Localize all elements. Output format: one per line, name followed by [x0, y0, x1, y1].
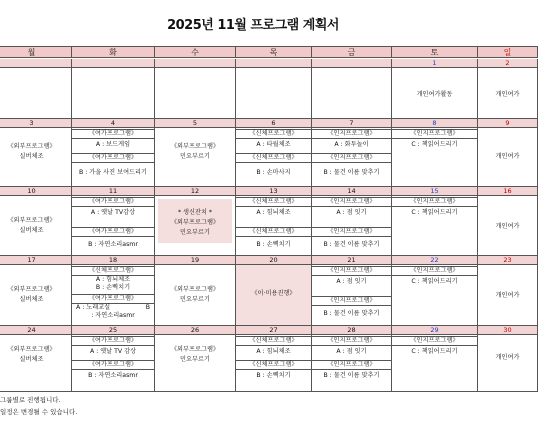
program-line: 《신체프로그램》 — [236, 129, 311, 139]
program-line: 《인지프로그램》 — [312, 336, 391, 346]
program-line: 민요부르기 — [180, 229, 210, 236]
program-line: 민요부르기 — [180, 296, 210, 303]
program-line: 《인지프로그램》 — [392, 197, 477, 207]
program-line: B : 물건 이름 맞추기 — [323, 169, 380, 176]
date-number: 28 — [312, 326, 391, 335]
day-cell — [72, 119, 155, 187]
day-cell — [478, 119, 538, 187]
program-line: 《인지프로그램》 — [312, 296, 391, 306]
program-line: B : 손뼉치기 — [256, 241, 291, 248]
program-line: 개인여가 — [495, 91, 520, 98]
day-cell — [0, 59, 72, 119]
date-number: 8 — [392, 119, 477, 128]
program-line: 《여가프로그램》 — [72, 360, 154, 370]
day-cell — [236, 256, 312, 326]
date-number: 12 — [155, 187, 235, 196]
program-line: 《신체프로그램》 — [236, 336, 311, 346]
program-line: 《신체프로그램》 — [236, 360, 311, 370]
day-cell — [72, 326, 155, 392]
date-number: 11 — [72, 187, 154, 196]
program-line: B : 손뼉치기 — [256, 372, 291, 379]
program-line: 민요부르기 — [180, 153, 210, 160]
program-line: 개인여가 — [495, 223, 520, 230]
program-line: B : 물건 이름 맞추기 — [323, 310, 380, 317]
program-line: C : 책읽어드리기 — [411, 278, 458, 285]
program-line: A : 타월체조 — [256, 141, 291, 148]
date-number: 29 — [392, 326, 477, 335]
weekday-header: 일 — [478, 46, 538, 58]
date-number: 23 — [478, 256, 537, 265]
program-line: 《인지프로그램》 — [312, 266, 391, 276]
date-number: 10 — [0, 187, 71, 196]
program-line: 실버체조 — [19, 227, 44, 234]
program-line: 《여가프로그램》 — [72, 294, 154, 304]
program-line: A : 화투놀이 — [334, 141, 369, 148]
program-line: : 자연소리asmr — [91, 312, 135, 319]
day-cell — [392, 326, 478, 392]
date-number: 22 — [392, 256, 477, 265]
day-cell — [312, 187, 392, 256]
program-line: C : 책읽어드리기 — [411, 209, 458, 216]
program-line: 《인지프로그램》 — [312, 153, 391, 163]
program-line: 실버체조 — [19, 296, 44, 303]
program-line: B : 손뼉치기 — [95, 284, 131, 291]
day-cell — [312, 256, 392, 326]
day-cell — [478, 59, 538, 119]
program-line: 《인지프로그램》 — [392, 129, 477, 139]
day-cell — [155, 326, 236, 392]
date-number: 26 — [155, 326, 235, 335]
day-cell — [155, 119, 236, 187]
program-line: B : 자연소리asmr — [88, 241, 138, 248]
date-number: 18 — [72, 256, 154, 265]
date-number — [312, 59, 391, 68]
day-cell — [0, 326, 72, 392]
date-number: 7 — [312, 119, 391, 128]
date-number: 6 — [236, 119, 311, 128]
date-number: 4 — [72, 119, 154, 128]
day-cell — [312, 119, 392, 187]
program-line: B — [145, 304, 150, 311]
date-number: 20 — [236, 256, 311, 265]
day-cell — [478, 326, 538, 392]
date-number: 30 — [478, 326, 537, 335]
program-line: 《인지프로그램》 — [312, 197, 391, 207]
day-cell — [0, 187, 72, 256]
program-line: A : 점 잇기 — [336, 278, 367, 285]
program-line: 《신체프로그램》 — [236, 227, 311, 237]
program-line: 《인지프로그램》 — [312, 360, 391, 370]
date-number: 3 — [0, 119, 71, 128]
weekday-header: 토 — [392, 46, 478, 58]
date-number: 14 — [312, 187, 391, 196]
program-line: 《여가프로그램》 — [72, 227, 154, 237]
program-line: A : 옛날 TV 감상 — [89, 348, 137, 355]
day-cell — [236, 326, 312, 392]
day-cell — [72, 256, 155, 326]
program-line: 《외부프로그램》 — [7, 217, 56, 224]
program-line: B : 가을 사진 보여드리기 — [79, 169, 147, 176]
program-line: 《인지프로그램》 — [312, 129, 391, 139]
program-line: B : 자연소리asmr — [88, 372, 138, 379]
program-line: 《신체프로그램》 — [236, 153, 311, 163]
program-line: 《외부프로그램》 — [170, 219, 220, 226]
program-line: A : 힘뇌체조 — [256, 209, 291, 216]
program-line: 《여가프로그램》 — [72, 129, 154, 139]
date-number: 24 — [0, 326, 71, 335]
program-line: B : 물건 이름 맞추기 — [323, 241, 380, 248]
day-cell — [236, 59, 312, 119]
program-line: A : 힘뇌체조 — [95, 276, 131, 283]
date-number: 15 — [392, 187, 477, 196]
program-line: 《여가프로그램》 — [72, 197, 154, 207]
program-line: * 생신잔치 * — [177, 209, 213, 216]
program-line: 개인여가 — [495, 292, 520, 299]
program-line: C : 책읽어드리기 — [411, 348, 458, 355]
program-line: 《여가프로그램》 — [72, 336, 154, 346]
program-line: 《외부프로그램》 — [170, 143, 220, 150]
program-line: 《외부프로그램》 — [7, 143, 56, 150]
day-cell — [236, 187, 312, 256]
day-cell — [312, 326, 392, 392]
date-number: 27 — [236, 326, 311, 335]
program-line: 개인여가활동 — [416, 91, 453, 98]
day-cell — [478, 187, 538, 256]
day-cell — [155, 256, 236, 326]
program-line: 민요부르기 — [180, 356, 210, 363]
date-number: 5 — [155, 119, 235, 128]
weekday-header: 화 — [72, 46, 155, 58]
page-title: 2025년 11월 프로그램 계획서 — [167, 18, 339, 33]
date-number: 21 — [312, 256, 391, 265]
weekday-header: 목 — [236, 46, 312, 58]
day-cell — [236, 119, 312, 187]
day-cell — [392, 59, 478, 119]
date-number: 2 — [478, 59, 537, 68]
day-cell — [392, 119, 478, 187]
day-cell — [392, 256, 478, 326]
day-cell — [0, 256, 72, 326]
program-line: A : 힘뇌체조 — [256, 348, 291, 355]
date-number — [236, 59, 311, 68]
program-line: A : 점 잇기 — [336, 209, 367, 216]
date-number: 25 — [72, 326, 154, 335]
date-number — [155, 59, 235, 68]
day-cell — [392, 187, 478, 256]
day-cell — [72, 59, 155, 119]
date-number: 17 — [0, 256, 71, 265]
program-line: 《인지프로그램》 — [312, 227, 391, 237]
program-line: B : 물건 이름 맞추기 — [323, 372, 380, 379]
program-line: 개인여가 — [495, 354, 520, 361]
footer-note: 그룹별로 진행됩니다. — [0, 396, 61, 404]
program-line: 실버체조 — [19, 153, 44, 160]
program-line: 실버체조 — [19, 356, 44, 363]
day-cell — [312, 59, 392, 119]
program-line: A : 노래교실 — [76, 304, 111, 311]
day-cell — [155, 187, 236, 256]
date-number: 1 — [392, 59, 477, 68]
weekday-header: 월 — [0, 46, 72, 58]
date-number — [0, 59, 71, 68]
program-line: 개인여가 — [495, 153, 520, 160]
date-number — [72, 59, 154, 68]
footer-note: 일정은 변경될 수 있습니다. — [0, 408, 78, 416]
program-line: 《신체프로그램》 — [236, 197, 311, 207]
date-number: 9 — [478, 119, 537, 128]
program-line: C : 책읽어드리기 — [411, 141, 458, 148]
program-line: 《외부프로그램》 — [170, 346, 220, 353]
program-line: 《신체프로그램》 — [72, 266, 154, 276]
program-line: 《인지프로그램》 — [392, 336, 477, 346]
program-line: 《인지프로그램》 — [392, 266, 477, 276]
program-line: A : 점 잇기 — [336, 348, 367, 355]
program-line: A : 옛날 TV감상 — [90, 209, 136, 216]
weekday-header: 금 — [312, 46, 392, 58]
day-cell — [72, 187, 155, 256]
date-number: 19 — [155, 256, 235, 265]
day-cell — [478, 256, 538, 326]
program-line: 《외부프로그램》 — [7, 286, 56, 293]
date-number: 16 — [478, 187, 537, 196]
weekday-header: 수 — [155, 46, 236, 58]
program-line: 《여가프로그램》 — [72, 153, 154, 163]
program-line: 《외부프로그램》 — [7, 346, 56, 353]
program-line: 《이·미용진행》 — [251, 290, 296, 297]
date-number: 13 — [236, 187, 311, 196]
program-line: 《외부프로그램》 — [170, 286, 220, 293]
program-line: B : 손마사지 — [256, 169, 291, 176]
day-cell — [0, 119, 72, 187]
program-line: A : 보드게임 — [95, 141, 131, 148]
day-cell — [155, 59, 236, 119]
